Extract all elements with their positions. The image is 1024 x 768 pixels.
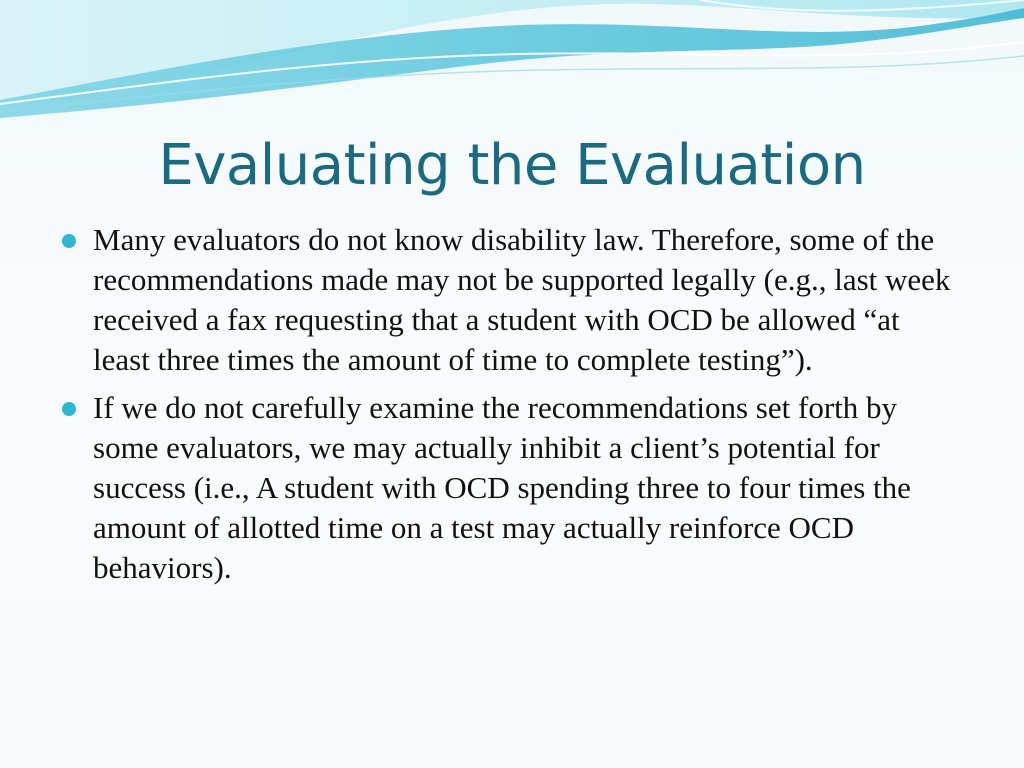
bullet-list	[62, 220, 962, 596]
bullet-item-1	[62, 220, 962, 380]
bullet-item-2	[62, 388, 962, 588]
wave-header-graphic	[0, 0, 1024, 130]
slide-title: Evaluating the Evaluation	[158, 133, 866, 198]
bullet-text-2: If we do not carefully examine the recommendations set forth by some evaluators, we may actually inhibit a client’s potential for success (i.e., A student with OCD spending three to four times the amount of allotted time on a test may actually reinforce OCD behaviors).	[93, 390, 911, 585]
bullet-dot-icon	[62, 402, 76, 416]
bullet-dot-icon	[62, 234, 76, 248]
bullet-text-1: Many evaluators do not know disability law. Therefore, some of the recommendations made may not be supported legally (e.g., last week received a fax requesting that a student with OCD be allowed “at least three times the amount of time to complete testing”).	[93, 222, 951, 377]
